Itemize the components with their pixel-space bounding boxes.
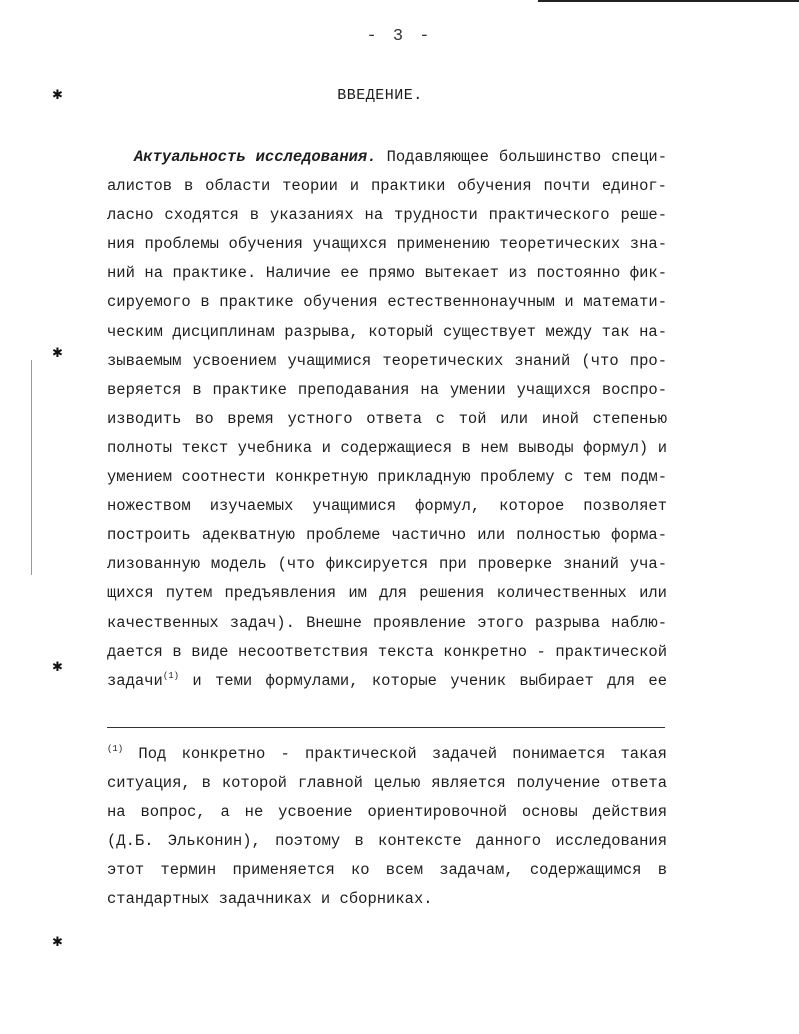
section-heading: ВВЕДЕНИЕ. (337, 87, 423, 104)
margin-asterisk-icon: ✱ (52, 88, 63, 103)
paragraph-line: качественных задач). Внешне проявление этого разрыва наблю- (107, 613, 667, 632)
lead-phrase: Актуальность исследования. (134, 148, 377, 166)
paragraph-line: умением соотнести конкретную прикладную проблему с тем подм- (107, 468, 667, 487)
footnote-line: (Д.Б. Эльконин), поэтому в контексте данного исследования (107, 832, 667, 851)
paragraph-line: алистов в области теории и практики обучения почти единог- (107, 177, 667, 196)
paragraph-line: ножеством изучаемых учащимися формул, которое позволяет (107, 497, 667, 516)
paragraph-line: ласно сходятся в указаниях на трудности практического реше- (107, 206, 667, 225)
footnote-reference: (1) (162, 670, 180, 681)
paragraph-line: веряется в практике преподавания на умении учащихся воспро- (107, 380, 667, 399)
margin-asterisk-icon: ✱ (52, 660, 63, 675)
paragraph-line: ческим дисциплинам разрыва, который существует между так на- (107, 322, 667, 341)
body-paragraph (107, 143, 667, 696)
paragraph-line: задачи$^{(1)}$ и теми формулами, которые ученик выбирает для ее (107, 670, 667, 690)
footnote-marker: (1) (107, 744, 124, 754)
margin-asterisk-icon: ✱ (52, 346, 63, 361)
top-edge-rule (538, 0, 799, 2)
margin-rule (31, 360, 32, 575)
paragraph-line: сируемого в практике обучения естественнонаучным и математи- (107, 293, 667, 312)
footnote (107, 739, 667, 914)
paragraph-line: построить адекватную проблеме частично или полностью форма- (107, 526, 667, 545)
paragraph-line: Актуальность исследования. Подавляющее большинство специ- (134, 148, 668, 166)
page-number: - 3 - (366, 27, 433, 46)
margin-asterisk-icon: ✱ (52, 935, 63, 950)
footnote-line: ситуация, в которой главной целью является получение ответа (107, 774, 667, 793)
paragraph-line: лизованную модель (что фиксируется при проверке знаний уча- (107, 555, 667, 574)
paragraph-line: полноты текст учебника и содержащиеся в нем выводы формул) и (107, 438, 667, 457)
paragraph-line: ний на практике. Наличие ее прямо вытекает из постоянно фик- (107, 264, 667, 283)
paragraph-line: изводить во время устного ответа с той или иной степенью (107, 409, 667, 428)
footnote-line: $^{(1)}$ Под конкретно - практической задачей понимается такая (107, 744, 667, 763)
paragraph-line: зываемым усвоением учащимися теоретических знаний (что про- (107, 351, 667, 370)
footnote-line: этот термин применяется ко всем задачам, содержащимся в (107, 861, 667, 880)
footnote-line: на вопрос, а не усвоение ориентировочной основы действия (107, 803, 667, 822)
paragraph-line: ния проблемы обучения учащихся применению теоретических зна- (107, 235, 667, 254)
paragraph-line: дается в виде несоответствия текста конкретно - практической (107, 642, 667, 661)
paragraph-line: щихся путем предъявления им для решения количественных или (107, 584, 667, 603)
footnote-separator (107, 727, 665, 728)
footnote-line: стандартных задачниках и сборниках. (107, 890, 433, 909)
